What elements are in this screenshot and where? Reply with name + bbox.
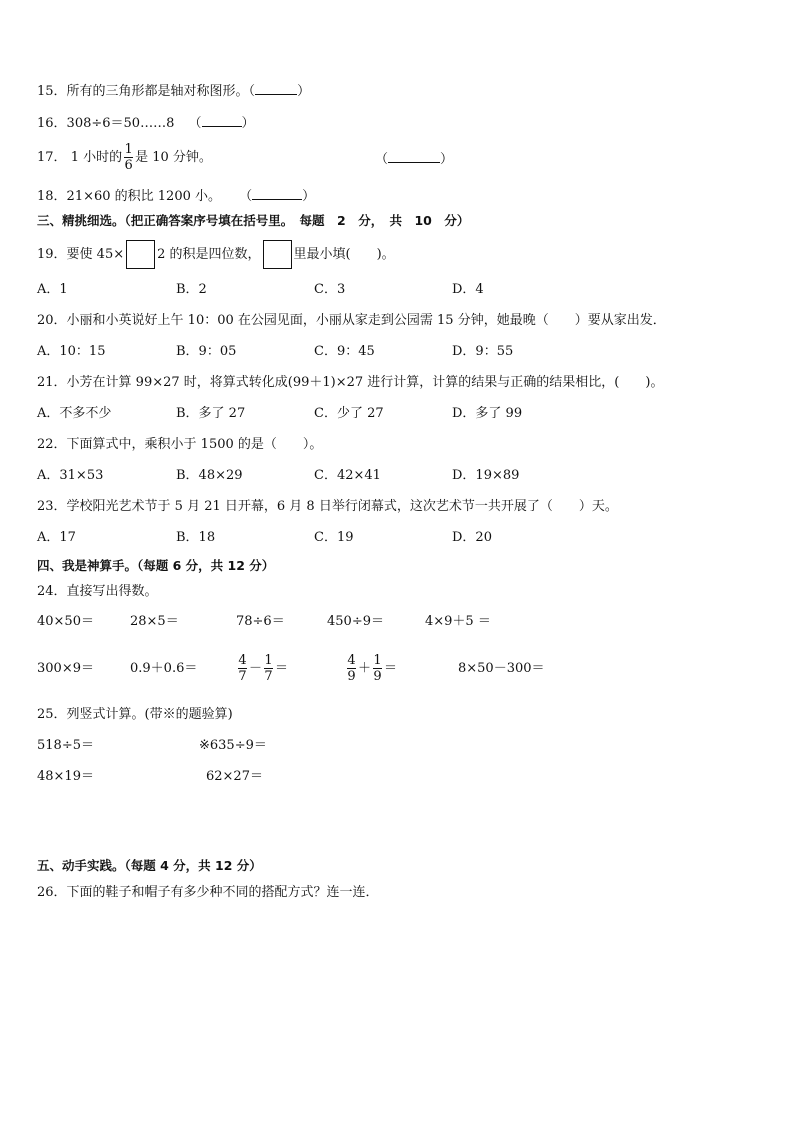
fraction xyxy=(264,653,273,684)
question-20: 20．小丽和小英说好上午 10：00 在公园见面，小丽从家走到公园需 15 分钟，她最晚（ ）要从家出发． xyxy=(37,313,666,328)
question-text-a: 要使 45× xyxy=(66,247,125,262)
option-d[interactable]: D．9：55 xyxy=(452,344,514,359)
calc-item: 40×50＝ xyxy=(37,614,94,629)
fraction xyxy=(124,142,133,173)
calc-item: 28×5＝ xyxy=(130,614,179,629)
calc-item: 0.9＋0.6＝ xyxy=(130,661,198,676)
calc-item: 4×9＋5 ＝ xyxy=(425,614,491,629)
question-17 xyxy=(37,142,212,173)
fill-box[interactable] xyxy=(263,240,292,269)
question-text: 308÷6＝50……8 xyxy=(66,116,175,131)
option-d[interactable]: D．多了 99 xyxy=(452,406,523,421)
denominator: 6 xyxy=(124,158,133,173)
section-5-heading: 五、动手实践。（每题 4 分，共 12 分） xyxy=(37,858,262,873)
calc-item: ※635÷9＝ xyxy=(199,738,267,753)
section-4-heading: 四、我是神算手。（每题 6 分，共 12 分） xyxy=(37,558,275,573)
option-d[interactable]: D．20 xyxy=(452,530,492,545)
option-b[interactable]: B．18 xyxy=(176,530,216,545)
equals: ＝ xyxy=(275,661,289,676)
question-16 xyxy=(37,114,255,133)
equals: ＝ xyxy=(384,661,398,676)
denominator: 7 xyxy=(264,669,273,684)
option-a[interactable]: A．1 xyxy=(37,282,68,297)
fraction xyxy=(373,653,382,684)
numerator: 4 xyxy=(347,653,356,668)
option-c[interactable]: C．19 xyxy=(314,530,354,545)
option-d[interactable]: D．4 xyxy=(452,282,484,297)
close-paren: ） xyxy=(302,189,316,204)
numerator: 4 xyxy=(238,653,247,668)
question-text-b: 2 的积是四位数， xyxy=(157,247,261,262)
numerator: 1 xyxy=(264,653,273,668)
option-b[interactable]: B．多了 27 xyxy=(176,406,246,421)
calc-item: 8×50－300＝ xyxy=(458,661,545,676)
option-c[interactable]: C．9：45 xyxy=(314,344,375,359)
calc-item: 48×19＝ xyxy=(37,769,94,784)
calc-item: 518÷5＝ xyxy=(37,738,94,753)
question-15 xyxy=(37,82,310,101)
question-number: 19． xyxy=(37,247,67,262)
question-text-c: 里最小填( )。 xyxy=(293,247,395,262)
close-paren: ） xyxy=(297,84,311,99)
question-number: 16． xyxy=(37,116,67,131)
numerator: 1 xyxy=(373,653,382,668)
question-18 xyxy=(37,187,315,206)
question-22: 22．下面算式中，乘积小于 1500 的是（ ）。 xyxy=(37,437,323,452)
denominator: 7 xyxy=(238,669,247,684)
option-d[interactable]: D．19×89 xyxy=(452,468,520,483)
option-c[interactable]: C．3 xyxy=(314,282,346,297)
question-26: 26．下面的鞋子和帽子有多少种不同的搭配方式？连一连． xyxy=(37,885,379,900)
option-b[interactable]: B．9：05 xyxy=(176,344,237,359)
question-24: 24．直接写出得数。 xyxy=(37,584,158,599)
question-21: 21．小芳在计算 99×27 时，将算式转化成(99＋1)×27 进行计算，计算的结果与正确的结果相比，( )。 xyxy=(37,375,664,390)
section-3-heading: 三、精挑细选。（把正确答案序号填在括号里。 每题 2 分， 共 10 分） xyxy=(37,213,470,228)
numerator: 1 xyxy=(124,142,133,157)
denominator: 9 xyxy=(373,669,382,684)
option-a[interactable]: A．31×53 xyxy=(37,468,104,483)
calc-item: 78÷6＝ xyxy=(236,614,285,629)
calc-item: 450÷9＝ xyxy=(327,614,384,629)
question-17-answer xyxy=(375,150,453,169)
question-25: 25．列竖式计算。(带※的题验算) xyxy=(37,707,233,722)
answer-blank[interactable] xyxy=(252,187,302,200)
close-paren: ） xyxy=(241,116,255,131)
calc-item: 300×9＝ xyxy=(37,661,94,676)
open-paren: （ xyxy=(239,189,253,204)
operator: － xyxy=(249,661,263,676)
option-b[interactable]: B．2 xyxy=(176,282,207,297)
fraction xyxy=(238,653,247,684)
option-b[interactable]: B．48×29 xyxy=(176,468,243,483)
calc-item-fraction-add xyxy=(345,648,397,690)
option-a[interactable]: A．不多不少 xyxy=(37,406,112,421)
question-text: 21×60 的积比 1200 小。 xyxy=(66,189,222,204)
denominator: 9 xyxy=(347,669,356,684)
question-text: 所有的三角形都是轴对称图形。（ xyxy=(66,84,256,99)
answer-blank[interactable] xyxy=(255,82,297,95)
calc-item: 62×27＝ xyxy=(206,769,263,784)
answer-blank[interactable] xyxy=(388,150,440,163)
option-a[interactable]: A．17 xyxy=(37,530,76,545)
option-c[interactable]: C．42×41 xyxy=(314,468,381,483)
close-paren: ） xyxy=(440,152,454,167)
question-number: 15． xyxy=(37,84,67,99)
answer-blank[interactable] xyxy=(202,114,242,127)
option-c[interactable]: C．少了 27 xyxy=(314,406,384,421)
open-paren: （ xyxy=(188,116,202,131)
calc-item-fraction-subtract xyxy=(236,648,288,690)
question-text-pre: 1 小时的 xyxy=(70,150,123,165)
question-23: 23．学校阳光艺术节于 5 月 21 日开幕，6 月 8 日举行闭幕式，这次艺术节一共开展了（ ）天。 xyxy=(37,499,618,514)
fraction xyxy=(347,653,356,684)
question-number: 18． xyxy=(37,189,67,204)
fill-box[interactable] xyxy=(126,240,155,269)
question-19 xyxy=(37,240,395,270)
question-text-post: 是 10 分钟。 xyxy=(135,150,212,165)
option-a[interactable]: A．10：15 xyxy=(37,344,106,359)
operator: ＋ xyxy=(358,661,372,676)
open-paren: （ xyxy=(375,152,389,167)
question-number: 17． xyxy=(37,150,67,165)
